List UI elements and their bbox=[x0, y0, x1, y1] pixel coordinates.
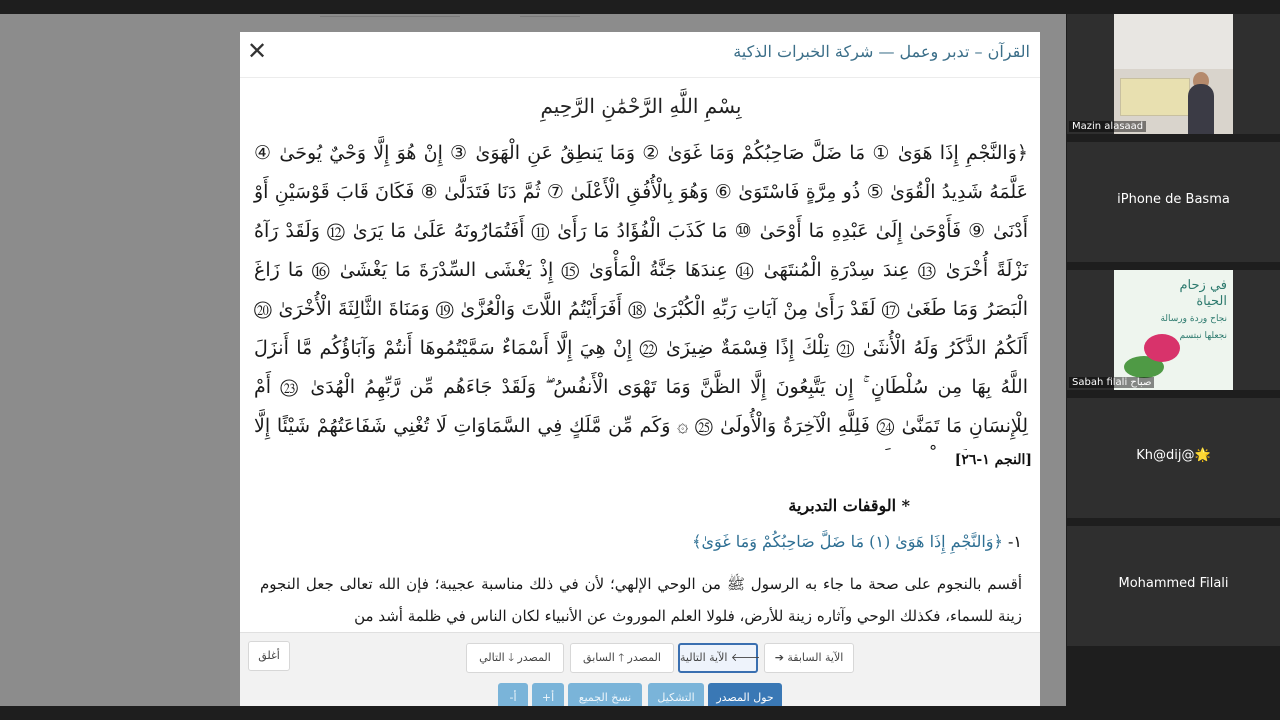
prev-source-button[interactable]: المصدر 🡑 السابق bbox=[570, 643, 674, 673]
wagfa-ayah: ﴿وَالنَّجْمِ إِذَا هَوَىٰ (١) مَا ضَلَّ صَاحِبُكُمْ وَمَا غَوَىٰ﴾ bbox=[692, 532, 1003, 551]
avatar-card-text: في زحام الحياة نجاح وردة ورسالة نجعلها نبتسم bbox=[1160, 278, 1227, 341]
next-ayah-button[interactable]: الآية التالية 🡐 bbox=[678, 643, 758, 673]
participant-name: Sabah filali صباح bbox=[1069, 377, 1154, 388]
dialog-footer bbox=[240, 632, 1040, 706]
ayah-dialog bbox=[240, 32, 1040, 706]
participant-name: Kh@dij@🌟 bbox=[1136, 448, 1211, 463]
close-icon[interactable]: ✕ bbox=[246, 37, 268, 65]
close-button[interactable]: أغلق bbox=[248, 641, 290, 671]
participant-name: Mazin alasaad bbox=[1069, 121, 1146, 132]
wagfa-number: ١- bbox=[1008, 532, 1022, 551]
basmala: بِسْمِ اللَّهِ الرَّحْمَٰنِ الرَّحِيمِ bbox=[540, 94, 742, 118]
font-decrease-button[interactable]: -أ bbox=[498, 683, 528, 706]
background-text-line bbox=[320, 16, 460, 17]
participants-panel bbox=[1066, 14, 1280, 706]
participant-video bbox=[1114, 14, 1233, 134]
dialog-header bbox=[240, 32, 1040, 78]
participant-avatar-image bbox=[1114, 270, 1233, 390]
dialog-content[interactable] bbox=[250, 88, 1032, 632]
section-title: * الوقفات التدبرية bbox=[788, 496, 910, 515]
tadabbur-paragraph: أقسم بالنجوم على صحة ما جاء به الرسول ﷺ من الوحي الإلهي؛ لأن في ذلك مناسبة عجيبة؛ فإن الله تعالى جعل النجوم زينة للسماء، فكذلك الوحي وآثاره زينة للأرض، فلولا العلم الموروث عن الأنبياء لكان الناس في ظلمة أشد من bbox=[260, 575, 1022, 625]
participant-tile[interactable] bbox=[1067, 270, 1280, 390]
dialog-title: القرآن – تدبر وعمل — شركة الخبرات الذكية bbox=[733, 42, 1030, 61]
wagfa-heading bbox=[250, 532, 1032, 568]
font-increase-button[interactable]: +أ bbox=[532, 683, 564, 706]
next-source-button[interactable]: المصدر 🡓 التالي bbox=[466, 643, 564, 673]
about-source-button[interactable]: حول المصدر bbox=[708, 683, 782, 706]
participant-tile[interactable] bbox=[1067, 14, 1280, 134]
participant-name: Mohammed Filali bbox=[1118, 576, 1229, 591]
background-text-line bbox=[520, 16, 580, 17]
prev-ayah-button[interactable]: ➔ الآية السابقة bbox=[764, 643, 854, 673]
tashkeel-button[interactable]: التشكيل bbox=[648, 683, 704, 706]
copy-all-button[interactable]: نسخ الجميع bbox=[568, 683, 642, 706]
participant-name: iPhone de Basma bbox=[1117, 192, 1230, 207]
participant-tile[interactable] bbox=[1067, 526, 1280, 646]
ayat-reference: [النجم ١-٢٦] bbox=[954, 452, 1032, 468]
shared-screen bbox=[0, 14, 1066, 706]
participant-tile[interactable] bbox=[1067, 398, 1280, 518]
participant-tile[interactable] bbox=[1067, 142, 1280, 262]
ayat-text: ﴿وَالنَّجْمِ إِذَا هَوَىٰ ① مَا ضَلَّ صَاحِبُكُمْ وَمَا غَوَىٰ ② وَمَا يَنطِقُ عَنِ الْهَوَىٰ ③ إِنْ هُوَ إِلَّا وَحْيٌ يُوحَىٰ ④ عَلَّمَهُ شَدِيدُ الْقُوَىٰ ⑤ ذُو مِرَّةٍ فَاسْتَوَىٰ ⑥ وَهُوَ بِالْأُفُقِ الْأَعْلَىٰ ⑦ ثُمَّ دَنَا فَتَدَلَّىٰ ⑧ فَكَانَ قَابَ قَوْسَيْنِ أَوْ أَدْنَىٰ ⑨ فَأَوْحَىٰ إِلَىٰ عَبْدِهِ مَا أَوْحَىٰ ⑩ مَا كَذَبَ الْفُؤَادُ مَا رَأَىٰ ⑪ أَفَتُمَارُونَهُ عَلَىٰ مَا يَرَىٰ ⑫ وَلَقَدْ رَآهُ نَزْلَةً أُخْرَىٰ ⑬ عِندَ سِدْرَةِ الْمُنتَهَىٰ ⑭ عِندَهَا جَنَّةُ الْمَأْوَىٰ ⑮ إِذْ يَغْشَى السِّدْرَةَ مَا يَغْشَىٰ ⑯ مَا زَاغَ الْبَصَرُ وَمَا طَغَىٰ ⑰ لَقَدْ رَأَىٰ مِنْ آيَاتِ رَبِّهِ الْكُبْرَىٰ ⑱ أَفَرَأَيْتُمُ اللَّاتَ وَالْعُزَّىٰ ⑲ وَمَنَاةَ الثَّالِثَةَ الْأُخْرَىٰ ⑳ أَلَكُمُ الذَّكَرُ وَلَهُ الْأُنثَىٰ ㉑ تِلْكَ إِذًا قِسْمَةٌ ضِيزَىٰ ㉒ إِنْ هِيَ إِلَّا أَسْمَاءٌ سَمَّيْتُمُوهَا أَنتُمْ وَآبَاؤُكُم مَّا أَنزَلَ اللَّهُ بِهَا مِن سُلْطَانٍ ۚ إِن يَتَّبِعُونَ إِلَّا الظَّنَّ وَمَا تَهْوَى الْأَنفُسُ ۖ وَلَقَدْ جَاءَهُم مِّن رَّبِّهِمُ الْهُدَىٰ ㉓ أَمْ لِلْإِنسَانِ مَا تَمَنَّىٰ ㉔ فَلِلَّهِ الْآخِرَةُ وَالْأُولَىٰ ㉕ ۞ وَكَم مِّن مَّلَكٍ فِي السَّمَاوَاتِ لَا تُغْنِي شَفَاعَتُهُمْ شَيْئًا إِلَّا bbox=[254, 142, 1028, 437]
